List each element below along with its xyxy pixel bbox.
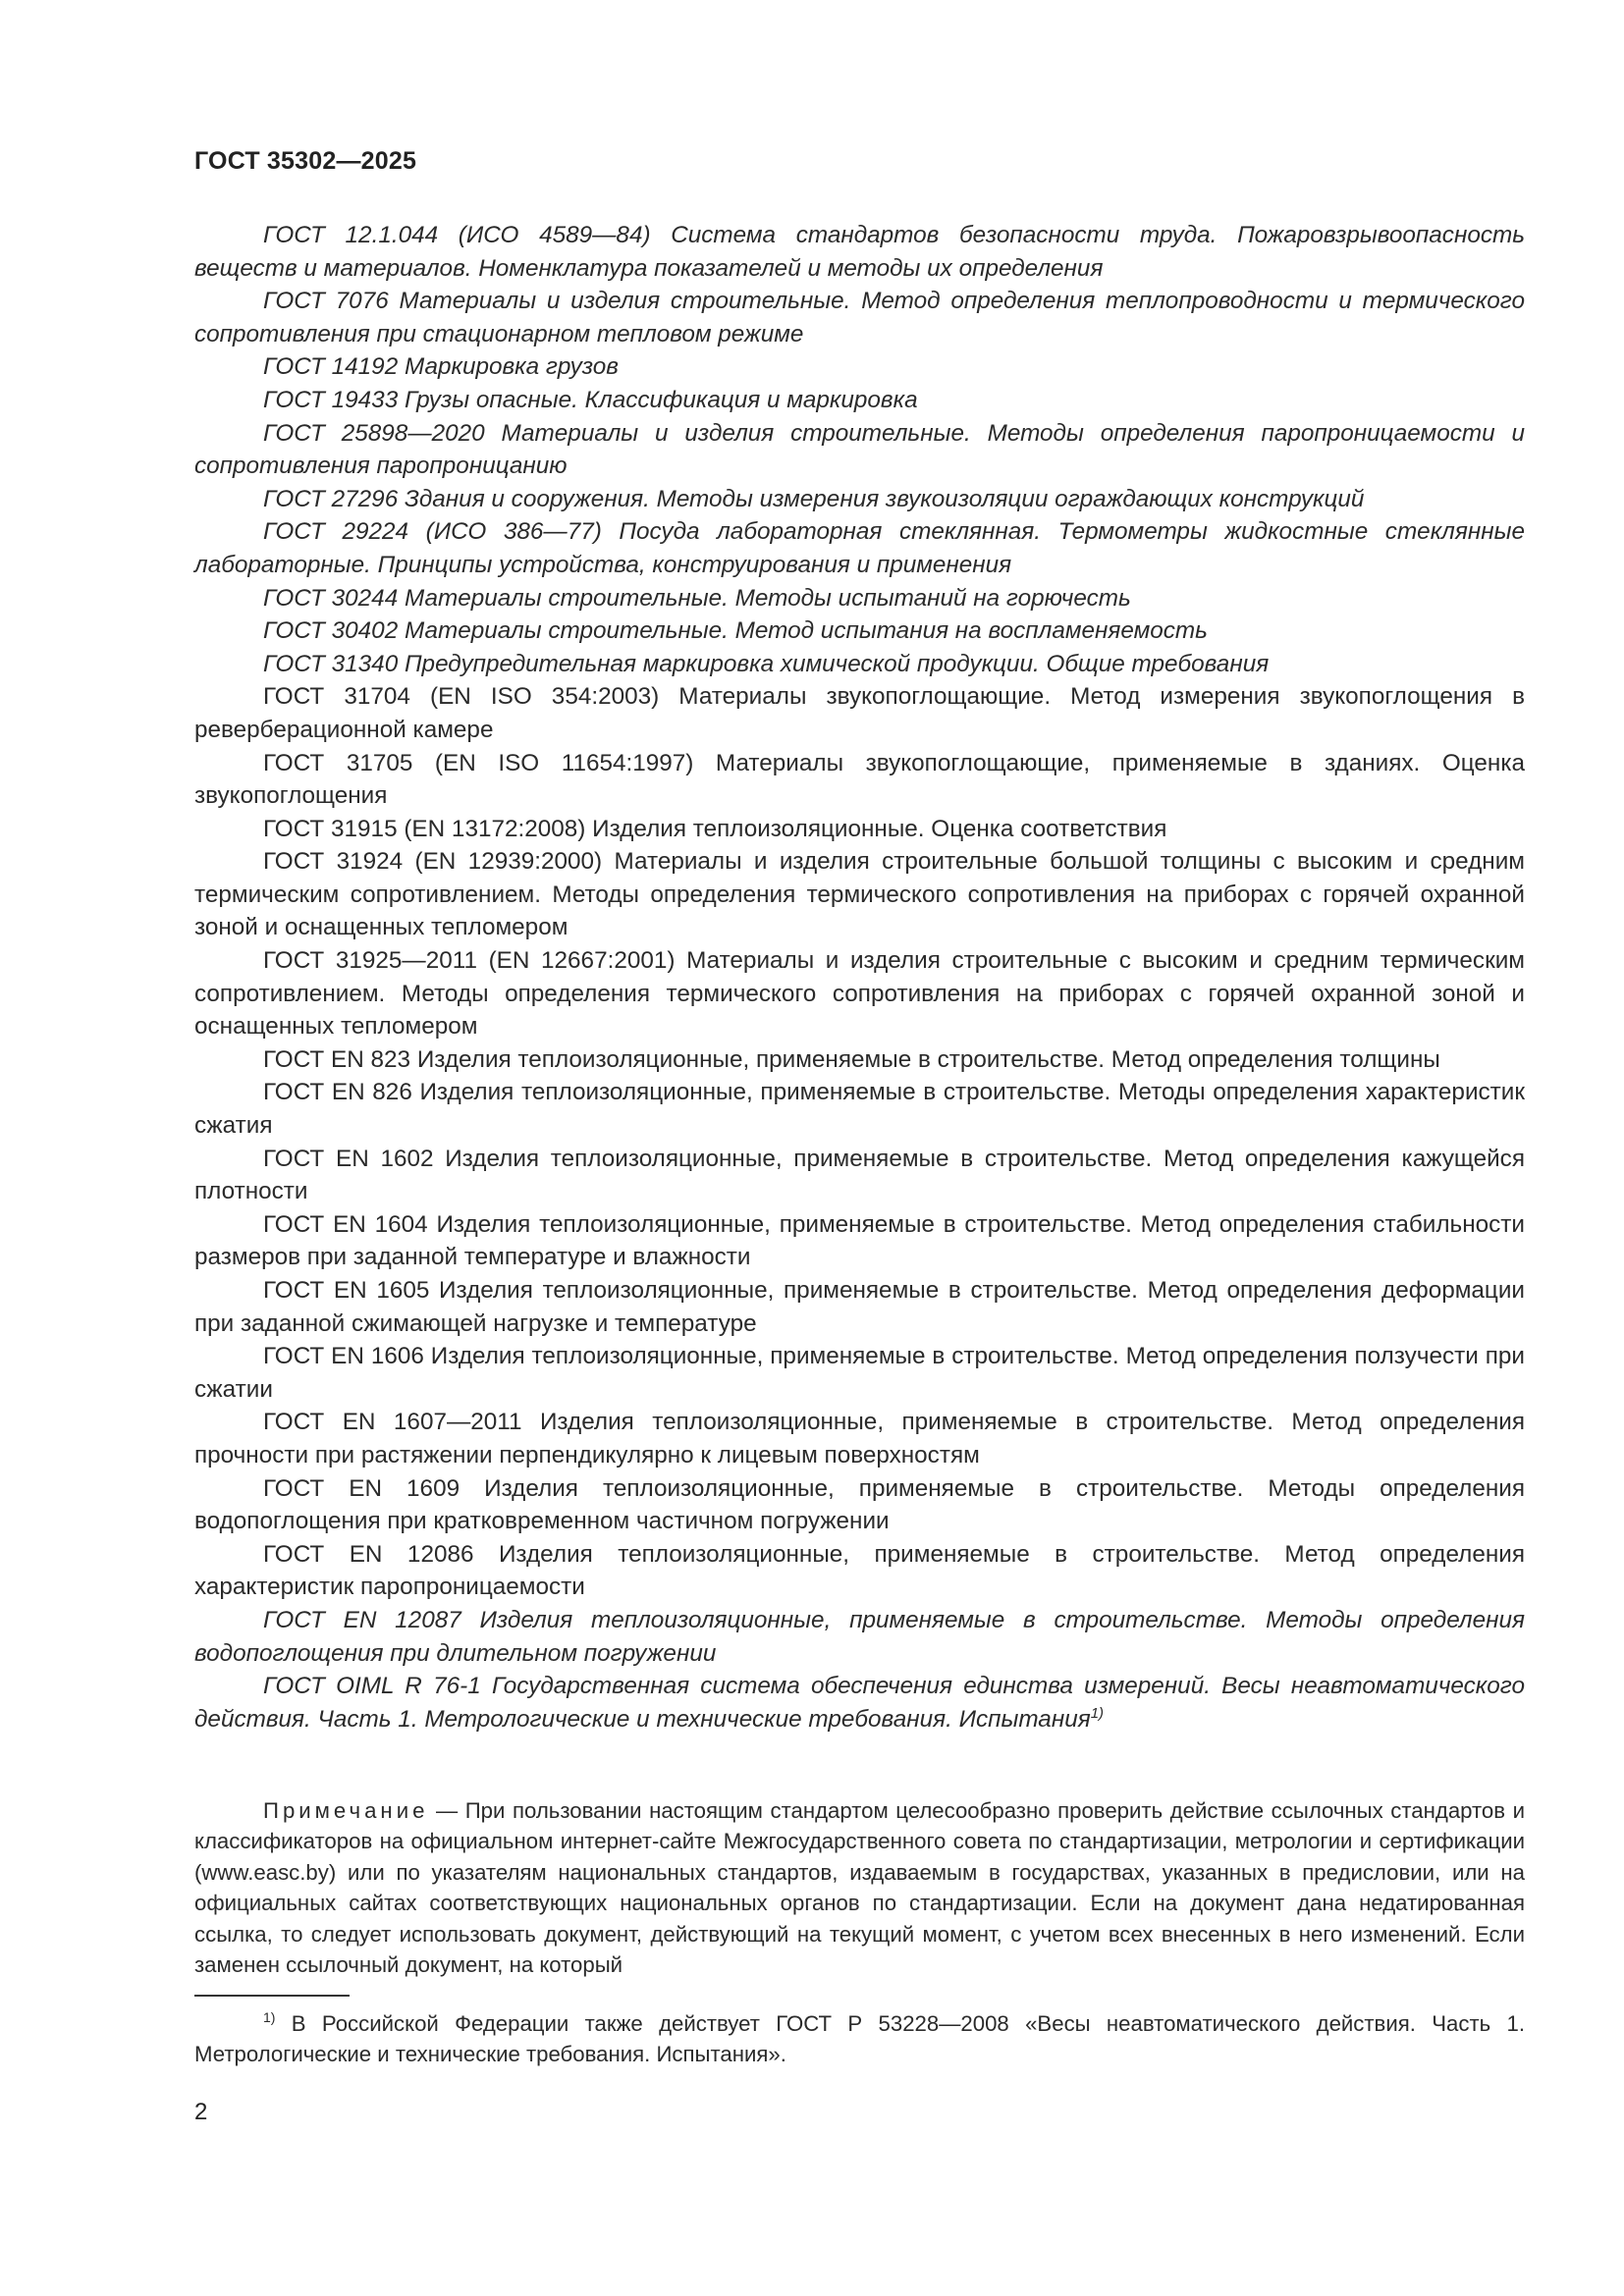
reference-item [194,1340,1525,1406]
reference-text: ГОСТ 7076 Материалы и изделия строительные. Метод определения теплопроводности и термического сопротивления при стационарном тепловом режиме [194,288,1525,347]
footnote-reference-mark: 1) [1090,1704,1105,1722]
normative-references-list [194,219,1525,1735]
reference-text: ГОСТ 31340 Предупредительная маркировка химической продукции. Общие требования [263,650,1270,677]
note-paragraph [194,1795,1525,1980]
reference-text: ГОСТ EN 1605 Изделия теплоизоляционные, применяемые в строительстве. Метод определения деформации при заданной сжимающей нагрузке и температуре [194,1277,1525,1337]
reference-item [194,384,1525,417]
reference-item [194,1472,1525,1538]
reference-item [194,483,1525,516]
reference-item [194,582,1525,615]
footnote-mark: 1) [263,2009,276,2025]
reference-text: ГОСТ OIML R 76-1 Государственная система обеспечения единства измерений. Весы неавтоматического действия. Часть 1. Метрологические и технические требования. Испытания [194,1673,1525,1733]
reference-item [194,1274,1525,1340]
reference-item [194,285,1525,350]
reference-text: ГОСТ 25898—2020 Материалы и изделия строительные. Методы определения паропроницаемости и сопротивления паропроницанию [194,419,1525,480]
reference-text: ГОСТ EN 12086 Изделия теплоизоляционные, применяемые в строительстве. Метод определения характеристик паропроницаемости [194,1540,1525,1601]
reference-item [194,680,1525,746]
reference-text: ГОСТ 12.1.044 (ИСО 4589—84) Система стандартов безопасности труда. Пожаровзрывоопасность веществ и материалов. Номенклатура показателей и методы их определения [194,222,1525,282]
reference-item [194,1406,1525,1471]
reference-item [194,1143,1525,1208]
reference-item [194,614,1525,648]
reference-text: ГОСТ 31915 (EN 13172:2008) Изделия теплоизоляционные. Оценка соответствия [263,815,1167,842]
reference-text: ГОСТ EN 1609 Изделия теплоизоляционные, применяемые в строительстве. Методы определения водопоглощения при кратковременном частичном погружении [194,1474,1525,1535]
reference-item [194,1538,1525,1604]
reference-item [194,845,1525,944]
reference-text: ГОСТ EN 1607—2011 Изделия теплоизоляционные, применяемые в строительстве. Метод определения прочности при растяжении перпендикулярно к лицевым поверхностям [194,1409,1525,1468]
reference-item [194,1604,1525,1670]
reference-text: ГОСТ 30244 Материалы строительные. Методы испытаний на горючесть [263,584,1131,612]
reference-text: ГОСТ 31925—2011 (EN 12667:2001) Материалы и изделия строительные с высоким и средним термическим сопротивлением. Методы определения термического сопротивления на приборах с горячей охранной зоной и оснащенных тепломером [194,947,1525,1041]
reference-text: ГОСТ EN 823 Изделия теплоизоляционные, применяемые в строительстве. Метод определения толщины [263,1045,1440,1073]
reference-text: ГОСТ EN 1602 Изделия теплоизоляционные, применяемые в строительстве. Метод определения кажущейся плотности [194,1145,1525,1205]
reference-item [194,515,1525,581]
document-designation: ГОСТ 35302—2025 [194,147,417,175]
reference-text: ГОСТ 14192 Маркировка грузов [263,353,619,381]
reference-text: ГОСТ 27296 Здания и сооружения. Методы измерения звукоизоляции ограждающих конструкций [263,485,1365,512]
reference-item [194,747,1525,813]
reference-item [194,648,1525,681]
reference-item [194,1670,1525,1735]
reference-item [194,350,1525,384]
reference-text: ГОСТ 31704 (EN ISO 354:2003) Материалы звукопоглощающие. Метод измерения звукопоглощения в реверберационной камере [194,683,1525,743]
reference-item [194,1043,1525,1077]
reference-item [194,813,1525,846]
reference-text: ГОСТ EN 1606 Изделия теплоизоляционные, применяемые в строительстве. Метод определения ползучести при сжатии [194,1343,1525,1403]
reference-item [194,1076,1525,1142]
footnote-separator [194,1995,350,1997]
footnote-text: В Российской Федерации также действует ГОСТ Р 53228—2008 «Весы неавтоматического действия. Часть 1. Метрологические и технические требования. Испытания». [194,2011,1525,2067]
reference-item [194,219,1525,285]
reference-text: ГОСТ 29224 (ИСО 386—77) Посуда лабораторная стеклянная. Термометры жидкостные стеклянные лабораторные. Принципы устройства, конструирования и применения [194,518,1525,578]
reference-item [194,417,1525,483]
reference-text: ГОСТ EN 1604 Изделия теплоизоляционные, применяемые в строительстве. Метод определения стабильности размеров при заданной температуре и влажности [194,1210,1525,1271]
note-text: — При пользовании настоящим стандартом целесообразно проверить действие ссылочных стандартов и классификаторов на официальном интернет-сайте Межгосударственного совета по стандартизации, метрологии и сертификации (www.easc.by) или по указателям национальных стандартов, издаваемым в государствах, указанных в предисловии, или на официальных сайтах соответствующих национальных органов по стандартизации. Если на документ дана недатированная ссылка, то следует использовать документ, действующий на текущий момент, с учетом всех внесенных в него изменений. Если заменен ссылочный документ, на который [194,1798,1525,1978]
reference-text: ГОСТ EN 826 Изделия теплоизоляционные, применяемые в строительстве. Методы определения характеристик сжатия [194,1079,1525,1140]
reference-text: ГОСТ 31924 (EN 12939:2000) Материалы и изделия строительные большой толщины с высоким и средним термическим сопротивлением. Методы определения термического сопротивления на приборах с горячей охранной зоной и оснащенных тепломером [194,848,1525,941]
reference-text: ГОСТ 30402 Материалы строительные. Метод испытания на воспламеняемость [263,617,1208,645]
footnote [194,2008,1525,2070]
reference-text: ГОСТ EN 12087 Изделия теплоизоляционные, применяемые в строительстве. Методы определения водопоглощения при длительном погружении [194,1606,1525,1667]
reference-text: ГОСТ 19433 Грузы опасные. Классификация и маркировка [263,386,918,413]
note-label: Примечание [263,1798,429,1823]
reference-text: ГОСТ 31705 (EN ISO 11654:1997) Материалы звукопоглощающие, применяемые в зданиях. Оценка звукопоглощения [194,749,1525,810]
reference-item [194,1208,1525,1274]
reference-item [194,944,1525,1043]
page-number: 2 [194,2099,208,2125]
